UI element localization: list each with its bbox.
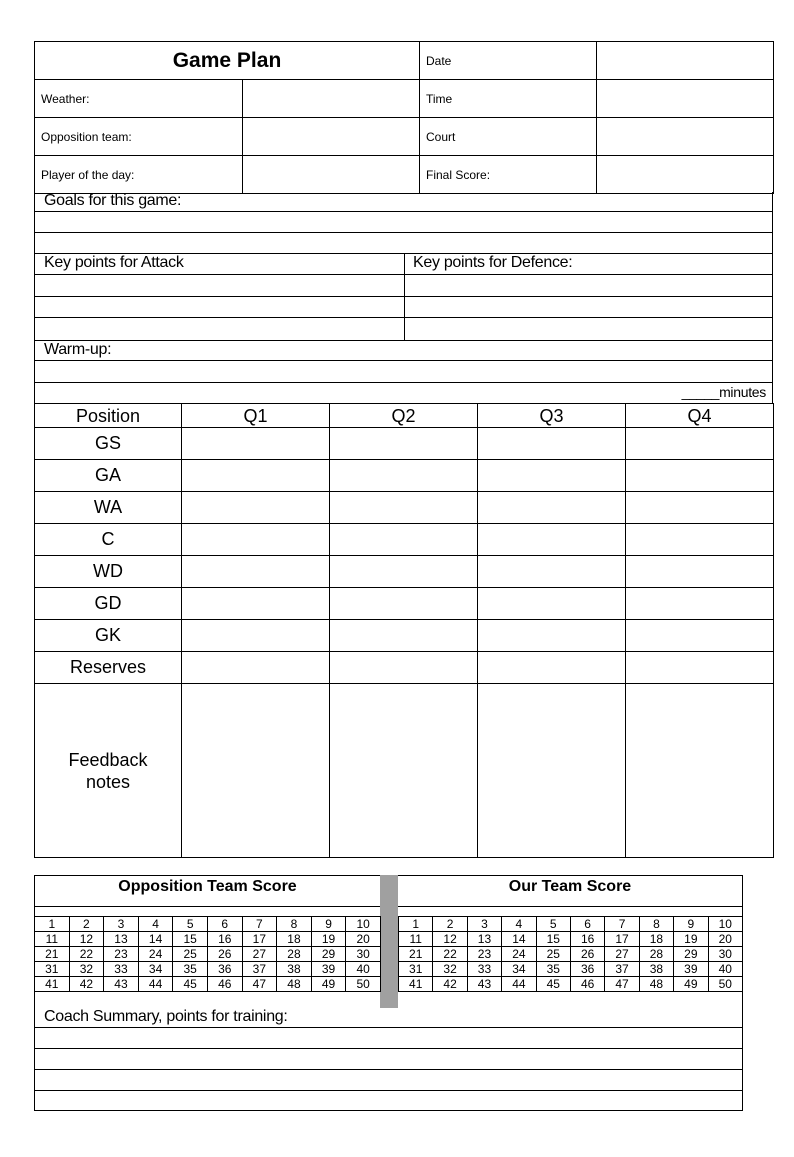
score-number-cell[interactable]: 24 (502, 947, 536, 962)
q2-cell[interactable] (330, 460, 478, 492)
q3-cell[interactable] (478, 492, 626, 524)
q4-cell[interactable] (626, 428, 774, 460)
position-gd: GD (35, 588, 182, 620)
q1-cell[interactable] (182, 460, 330, 492)
player-of-day-field[interactable] (243, 156, 420, 194)
score-number-cell[interactable]: 44 (502, 977, 536, 992)
score-row (35, 962, 381, 977)
score-number-cell[interactable]: 14 (138, 932, 173, 947)
score-number-cell[interactable]: 9 (674, 917, 708, 932)
q1-cell[interactable] (182, 428, 330, 460)
score-number-cell[interactable]: 6 (207, 917, 242, 932)
score-number-cell[interactable]: 27 (605, 947, 639, 962)
player-of-day-label: Player of the day: (35, 156, 243, 194)
q1-cell[interactable] (182, 492, 330, 524)
score-number-cell[interactable]: 32 (69, 962, 104, 977)
warmup-line-2[interactable] (35, 382, 772, 383)
goals-section (34, 192, 773, 253)
score-number-cell[interactable]: 33 (104, 962, 139, 977)
score-row (399, 977, 743, 992)
key-points-section (34, 253, 773, 340)
score-row (35, 947, 381, 962)
score-number-cell[interactable]: 33 (467, 962, 501, 977)
opposition-field[interactable] (243, 118, 420, 156)
q2-cell[interactable] (330, 428, 478, 460)
score-number-cell[interactable]: 16 (207, 932, 242, 947)
court-field[interactable] (597, 118, 774, 156)
score-number-cell[interactable]: 5 (173, 917, 208, 932)
q2-feedback-cell[interactable] (330, 684, 478, 858)
feedback-notes-label (35, 684, 182, 858)
score-number-cell[interactable]: 12 (69, 932, 104, 947)
our-score-grid (398, 916, 743, 992)
score-number-cell[interactable]: 21 (399, 947, 433, 962)
weather-field[interactable] (243, 80, 420, 118)
score-number-cell[interactable]: 42 (69, 977, 104, 992)
score-number-cell[interactable]: 38 (277, 962, 312, 977)
score-number-cell[interactable]: 38 (639, 962, 673, 977)
coach-line-3[interactable] (35, 1069, 742, 1070)
score-row (35, 977, 381, 992)
final-score-field[interactable] (597, 156, 774, 194)
score-number-cell[interactable]: 35 (536, 962, 570, 977)
q2-cell[interactable] (330, 652, 478, 684)
score-number-cell[interactable]: 2 (433, 917, 467, 932)
q2-header: Q2 (330, 404, 478, 428)
position-c: C (35, 524, 182, 556)
score-number-cell[interactable]: 50 (708, 977, 742, 992)
score-number-cell[interactable]: 19 (311, 932, 346, 947)
score-number-cell[interactable]: 18 (639, 932, 673, 947)
time-label: Time (420, 80, 597, 118)
score-number-cell[interactable]: 35 (173, 962, 208, 977)
defence-label: Key points for Defence: (413, 254, 573, 271)
score-number-cell[interactable]: 8 (277, 917, 312, 932)
key-points-line-3[interactable] (35, 317, 772, 318)
q4-header: Q4 (626, 404, 774, 428)
score-tracker (34, 875, 743, 1111)
q2-cell[interactable] (330, 492, 478, 524)
time-field[interactable] (597, 80, 774, 118)
key-points-divider (404, 254, 405, 340)
score-number-cell[interactable]: 49 (311, 977, 346, 992)
score-number-cell[interactable]: 34 (138, 962, 173, 977)
score-number-cell[interactable]: 10 (346, 917, 381, 932)
key-points-line-2[interactable] (35, 296, 772, 297)
positions-table (34, 403, 774, 858)
opposition-score-title: Opposition Team Score (118, 878, 297, 895)
score-number-cell[interactable]: 41 (35, 977, 70, 992)
goals-label: Goals for this game: (44, 192, 182, 209)
score-number-cell[interactable]: 20 (708, 932, 742, 947)
q1-cell[interactable] (182, 588, 330, 620)
q3-feedback-cell[interactable] (478, 684, 626, 858)
q2-cell[interactable] (330, 556, 478, 588)
q2-cell[interactable] (330, 620, 478, 652)
score-number-cell[interactable]: 30 (708, 947, 742, 962)
score-row (399, 917, 743, 932)
q3-cell[interactable] (478, 524, 626, 556)
score-number-cell[interactable]: 27 (242, 947, 277, 962)
position-ga: GA (35, 460, 182, 492)
score-number-cell[interactable]: 28 (639, 947, 673, 962)
score-number-cell[interactable]: 16 (570, 932, 604, 947)
game-info-table (34, 41, 774, 194)
goals-line-1[interactable] (35, 211, 772, 212)
score-number-cell[interactable]: 37 (242, 962, 277, 977)
score-number-cell[interactable]: 50 (346, 977, 381, 992)
q3-header: Q3 (478, 404, 626, 428)
score-number-cell[interactable]: 31 (399, 962, 433, 977)
q3-cell[interactable] (478, 652, 626, 684)
score-number-cell[interactable]: 31 (35, 962, 70, 977)
score-number-cell[interactable]: 32 (433, 962, 467, 977)
score-number-cell[interactable]: 49 (674, 977, 708, 992)
score-number-cell[interactable]: 40 (346, 962, 381, 977)
q4-cell[interactable] (626, 556, 774, 588)
score-number-cell[interactable]: 28 (277, 947, 312, 962)
score-number-cell[interactable]: 24 (138, 947, 173, 962)
q1-header: Q1 (182, 404, 330, 428)
score-number-cell[interactable]: 37 (605, 962, 639, 977)
score-number-cell[interactable]: 30 (346, 947, 381, 962)
opposition-label: Opposition team: (35, 118, 243, 156)
score-number-cell[interactable]: 13 (467, 932, 501, 947)
position-wd: WD (35, 556, 182, 588)
minutes-label: _____minutes (681, 384, 766, 400)
score-number-cell[interactable]: 39 (311, 962, 346, 977)
q1-cell[interactable] (182, 652, 330, 684)
score-number-cell[interactable]: 13 (104, 932, 139, 947)
score-row (35, 917, 381, 932)
q4-cell[interactable] (626, 524, 774, 556)
feedback-notes-text: Feedback notes (68, 749, 148, 792)
score-row (399, 947, 743, 962)
q4-cell[interactable] (626, 588, 774, 620)
score-number-cell[interactable]: 43 (104, 977, 139, 992)
score-number-cell[interactable]: 3 (467, 917, 501, 932)
score-number-cell[interactable]: 22 (433, 947, 467, 962)
position-gk: GK (35, 620, 182, 652)
score-number-cell[interactable]: 11 (399, 932, 433, 947)
score-number-cell[interactable]: 46 (207, 977, 242, 992)
score-number-cell[interactable]: 7 (242, 917, 277, 932)
q4-feedback-cell[interactable] (626, 684, 774, 858)
date-field[interactable] (597, 42, 774, 80)
score-number-cell[interactable]: 7 (605, 917, 639, 932)
score-number-cell[interactable]: 2 (69, 917, 104, 932)
score-number-cell[interactable]: 26 (207, 947, 242, 962)
score-number-cell[interactable]: 21 (35, 947, 70, 962)
score-number-cell[interactable]: 34 (502, 962, 536, 977)
position-reserves: Reserves (35, 652, 182, 684)
score-number-cell[interactable]: 40 (708, 962, 742, 977)
score-number-cell[interactable]: 26 (570, 947, 604, 962)
final-score-label: Final Score: (420, 156, 597, 194)
key-points-line-1[interactable] (35, 274, 772, 275)
score-number-cell[interactable]: 45 (173, 977, 208, 992)
q3-cell[interactable] (478, 556, 626, 588)
score-number-cell[interactable]: 36 (570, 962, 604, 977)
q1-feedback-cell[interactable] (182, 684, 330, 858)
score-number-cell[interactable]: 10 (708, 917, 742, 932)
score-number-cell[interactable]: 25 (536, 947, 570, 962)
score-number-cell[interactable]: 3 (104, 917, 139, 932)
q4-cell[interactable] (626, 492, 774, 524)
goals-line-2[interactable] (35, 232, 772, 233)
court-label: Court (420, 118, 597, 156)
score-number-cell[interactable]: 22 (69, 947, 104, 962)
q3-cell[interactable] (478, 588, 626, 620)
q3-cell[interactable] (478, 460, 626, 492)
opposition-score-grid (34, 916, 381, 992)
score-number-cell[interactable]: 45 (536, 977, 570, 992)
score-number-cell[interactable]: 20 (346, 932, 381, 947)
score-number-cell[interactable]: 48 (277, 977, 312, 992)
score-row (35, 932, 381, 947)
score-number-cell[interactable]: 1 (399, 917, 433, 932)
score-divider (380, 875, 398, 1008)
q3-cell[interactable] (478, 620, 626, 652)
our-score-title: Our Team Score (508, 878, 632, 895)
score-number-cell[interactable]: 6 (570, 917, 604, 932)
warmup-line-1[interactable] (35, 360, 772, 361)
q1-cell[interactable] (182, 620, 330, 652)
score-number-cell[interactable]: 4 (138, 917, 173, 932)
q4-cell[interactable] (626, 460, 774, 492)
score-number-cell[interactable]: 19 (674, 932, 708, 947)
page-title: Game Plan (35, 42, 420, 80)
score-number-cell[interactable]: 4 (502, 917, 536, 932)
score-number-cell[interactable]: 44 (138, 977, 173, 992)
score-number-cell[interactable]: 11 (35, 932, 70, 947)
score-number-cell[interactable]: 36 (207, 962, 242, 977)
warmup-section (34, 340, 773, 404)
coach-line-4[interactable] (35, 1090, 742, 1091)
position-wa: WA (35, 492, 182, 524)
q2-cell[interactable] (330, 588, 478, 620)
position-gs: GS (35, 428, 182, 460)
score-number-cell[interactable]: 42 (433, 977, 467, 992)
score-number-cell[interactable]: 39 (674, 962, 708, 977)
q3-cell[interactable] (478, 428, 626, 460)
score-number-cell[interactable]: 14 (502, 932, 536, 947)
q1-cell[interactable] (182, 556, 330, 588)
score-number-cell[interactable]: 17 (242, 932, 277, 947)
q4-cell[interactable] (626, 620, 774, 652)
coach-summary-label: Coach Summary, points for training: (44, 1008, 288, 1025)
attack-label: Key points for Attack (44, 254, 184, 271)
score-number-cell[interactable]: 25 (173, 947, 208, 962)
q4-cell[interactable] (626, 652, 774, 684)
score-number-cell[interactable]: 5 (536, 917, 570, 932)
warmup-label: Warm-up: (44, 341, 112, 358)
score-number-cell[interactable]: 29 (311, 947, 346, 962)
date-label: Date (420, 42, 597, 80)
q1-cell[interactable] (182, 524, 330, 556)
score-number-cell[interactable]: 47 (242, 977, 277, 992)
coach-line-1[interactable] (35, 1027, 742, 1028)
position-header: Position (35, 404, 182, 428)
our-title-line (398, 906, 742, 907)
q2-cell[interactable] (330, 524, 478, 556)
score-number-cell[interactable]: 12 (433, 932, 467, 947)
score-number-cell[interactable]: 17 (605, 932, 639, 947)
score-number-cell[interactable]: 43 (467, 977, 501, 992)
score-number-cell[interactable]: 15 (536, 932, 570, 947)
score-number-cell[interactable]: 48 (639, 977, 673, 992)
score-number-cell[interactable]: 15 (173, 932, 208, 947)
score-number-cell[interactable]: 23 (467, 947, 501, 962)
score-number-cell[interactable]: 18 (277, 932, 312, 947)
score-number-cell[interactable]: 46 (570, 977, 604, 992)
score-number-cell[interactable]: 9 (311, 917, 346, 932)
coach-line-2[interactable] (35, 1048, 742, 1049)
weather-label: Weather: (35, 80, 243, 118)
score-number-cell[interactable]: 41 (399, 977, 433, 992)
opposition-title-line (35, 906, 380, 907)
score-number-cell[interactable]: 23 (104, 947, 139, 962)
score-number-cell[interactable]: 1 (35, 917, 70, 932)
score-row (399, 962, 743, 977)
score-number-cell[interactable]: 29 (674, 947, 708, 962)
score-row (399, 932, 743, 947)
score-number-cell[interactable]: 8 (639, 917, 673, 932)
score-number-cell[interactable]: 47 (605, 977, 639, 992)
